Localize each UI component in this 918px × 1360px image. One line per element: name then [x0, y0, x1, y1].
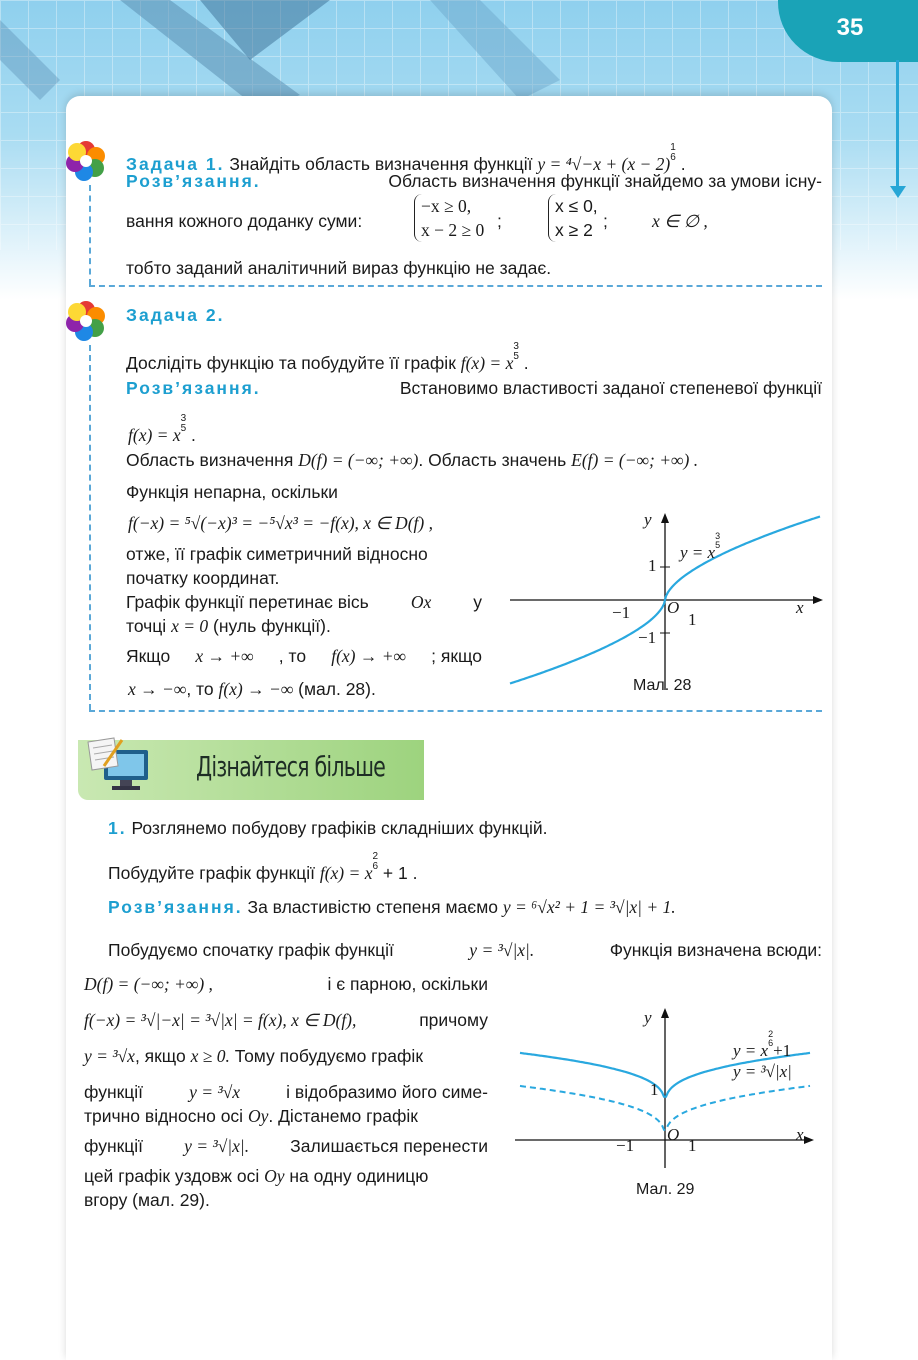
fig29-xtick-neg: −1: [616, 1136, 635, 1155]
fig28-x-label: x: [796, 598, 804, 617]
task2-cross-y: у: [473, 592, 482, 612]
task2-lim1-a: Якщо: [126, 646, 171, 666]
task1-system1-line1: −x ≥ 0,: [421, 196, 472, 216]
computer-icon: [84, 736, 160, 796]
more-p2-formula: D(f) = (−∞; +∞) ,: [84, 974, 213, 994]
task2-exp-den: 5: [180, 423, 187, 434]
fig29-xtick-pos: 1: [688, 1136, 697, 1155]
fig28-xtick-neg: −1: [612, 603, 631, 622]
task2-odd-formula: f(−x) = ⁵√(−x)³ = −⁵√x³ = −f(x), x ∈ D(f) ,: [128, 513, 433, 533]
task2-formula-repeat: f(x) = x: [128, 425, 181, 445]
more-p3-formula: f(−x) = ³√|−x| = ³√|x| = f(x), x ∈ D(f),: [84, 1010, 357, 1030]
task2-symmetry-line1: отже, її графік симетричний відносно: [126, 544, 428, 564]
margin-arrow-line: [896, 60, 899, 190]
task2-domain-formula: D(f) = (−∞; +∞): [298, 450, 419, 470]
more-p3-text: причому: [419, 1010, 488, 1030]
y-axis-arrow-icon: [661, 1008, 669, 1018]
fig28-exp-den: 5: [715, 540, 721, 550]
more-p5-b: і відобразимо його симе-: [286, 1082, 488, 1102]
flower-icon: [64, 298, 108, 342]
task1-label: Задача 1.: [126, 154, 225, 174]
fig28-ytick-pos: 1: [648, 556, 657, 575]
task2-solution-line1: Встановимо властивості заданої степеневої функції: [399, 378, 822, 398]
more-p5-formula: y = ³√x: [189, 1082, 241, 1102]
task2-exp-den: 5: [513, 351, 519, 362]
task2-label: Задача 2.: [126, 305, 225, 325]
task1-statement: Знайдіть область визначення функції: [229, 154, 533, 174]
task1-solution-line1: Область визначення функції знайдемо за умови існу-: [388, 171, 822, 191]
more-p4-tail: Тому побудуємо графік: [234, 1046, 423, 1066]
more-p4-text: , якщо: [134, 1046, 186, 1066]
more-build-text: Побудуйте графік функції: [108, 863, 315, 883]
fig29-exp-num: 2: [768, 1029, 774, 1039]
fig28-xtick-pos: 1: [688, 610, 697, 629]
task2-lim2-f2: f(x) → −∞: [218, 679, 294, 699]
more-build-tail: + 1 .: [382, 863, 418, 883]
task1-system2-line2: x ≥ 2: [555, 220, 593, 240]
task2-symmetry-line2: початку координат.: [126, 568, 280, 588]
more-p8-b: на одну одиницю: [289, 1166, 429, 1186]
task1-exp-num: 1: [670, 142, 676, 153]
more-p1-text: Побудуємо спочатку графік функції: [108, 940, 394, 960]
more-solution-label: Розв’язання.: [108, 897, 243, 917]
x-axis-arrow-icon: [804, 1136, 814, 1144]
task1-separator: [89, 285, 822, 287]
y-axis-arrow-icon: [661, 513, 669, 523]
more-p4-formula2: x ≥ 0.: [190, 1046, 230, 1066]
more-p6-axis: Oy: [247, 1106, 269, 1126]
learn-more-title: Дізнайтеся більше: [196, 750, 386, 783]
fig29-y-label: y: [644, 1008, 652, 1027]
more-p9: вгору (мал. 29).: [84, 1190, 210, 1210]
task2-lim2-f1: x → −∞: [128, 679, 187, 699]
more-p1-tail: Функція визначена всюди:: [609, 940, 822, 960]
task2-lim2-c: (мал. 28).: [298, 679, 376, 699]
more-p4-formula: y = ³√x: [84, 1046, 135, 1066]
task2-cross-axis: Ox: [410, 592, 432, 612]
task2-lim2-b: , то: [186, 679, 214, 699]
margin-arrow-icon: [890, 186, 906, 198]
task1-system2-line1: x ≤ 0,: [555, 196, 598, 216]
more-p2-text: і є парною, оскільки: [327, 974, 488, 994]
task1-conclusion: тобто заданий аналітичний вираз функцію не задає.: [126, 258, 552, 278]
task1-formula: y = ⁴√−x + (x − 2): [537, 154, 671, 174]
task1-system1-line2: x − 2 ≥ 0: [421, 220, 485, 240]
task2-statement: Дослідіть функцію та побудуйте її графік: [126, 353, 456, 373]
more-build-formula: f(x) = x: [319, 863, 373, 883]
more-p6-text: трично відносно осі: [84, 1106, 244, 1126]
task2-range-formula: E(f) = (−∞; +∞) .: [571, 450, 699, 470]
fig29-label-top-tail: +1: [773, 1041, 792, 1060]
task2-lim1-c: ; якщо: [431, 646, 482, 666]
task2-cross2-a: точці: [126, 616, 167, 636]
fig28-origin: O: [667, 598, 680, 617]
more-p1-formula: y = ³√|x|.: [469, 940, 535, 960]
more-build-exp-num: 2: [372, 851, 379, 862]
more-p7-formula: y = ³√|x|.: [184, 1136, 250, 1156]
more-solution-formula: y = ⁶√x² + 1 = ³√|x| + 1.: [502, 897, 676, 917]
more-p8-axis: Oy: [264, 1166, 285, 1186]
more-solution-text: За властивістю степеня маємо: [247, 897, 498, 917]
task2-formula: f(x) = x: [460, 353, 514, 373]
more-build-exp-den: 6: [372, 861, 379, 872]
task2-lim1-f2: f(x) → +∞: [331, 646, 407, 666]
task2-range-text: . Область значень: [418, 450, 567, 470]
task2-separator: [89, 710, 822, 712]
fig29-exp-den: 6: [768, 1038, 774, 1048]
more-item-text: Розглянемо побудову графіків складніших функцій.: [131, 818, 548, 838]
fig28-y-label: y: [644, 510, 652, 529]
fig28-exp-num: 3: [715, 531, 721, 541]
task1-exp-den: 6: [670, 152, 676, 163]
fig29-caption: Мал. 29: [636, 1181, 695, 1198]
task1-solution-label: Розв’язання.: [126, 171, 261, 191]
more-p6-b: . Дістанемо графік: [268, 1106, 418, 1126]
task1-dashed-line: [89, 185, 91, 285]
task2-cross2-formula: x = 0: [171, 616, 209, 636]
task2-exp-num: 3: [180, 413, 187, 424]
flower-icon: [64, 138, 108, 182]
task2-cross2-b: (нуль функції).: [213, 616, 331, 636]
more-p7-a: функції: [84, 1136, 144, 1156]
x-axis-arrow-icon: [813, 596, 823, 604]
task1-result: x ∈ ∅ ,: [652, 211, 708, 231]
fig28-ytick-neg: −1: [638, 628, 657, 647]
fig29-origin: O: [667, 1125, 680, 1144]
task2-odd-text: Функція непарна, оскільки: [126, 482, 338, 502]
more-item-number: 1.: [108, 818, 127, 838]
task2-lim1-f1: x → +∞: [195, 646, 254, 666]
fig28-caption: Мал. 28: [633, 677, 692, 694]
more-p8-a: цей графік уздовж осі: [84, 1166, 260, 1186]
task2-solution-label: Розв’язання.: [126, 378, 261, 398]
task2-lim1-b: , то: [278, 646, 307, 666]
task2-exp-num: 3: [513, 341, 519, 352]
fig29-x-label: x: [796, 1125, 804, 1144]
fig28-curve-label: y = x: [680, 543, 716, 562]
task2-cross-text: Графік функції перетинає вісь: [126, 592, 369, 612]
task1-solution-line2: вання кожного доданку суми:: [126, 211, 363, 231]
page-number: 35: [836, 14, 864, 41]
more-p5-a: функції: [84, 1082, 144, 1102]
fig29-label-bottom: y = ³√|x|: [733, 1062, 792, 1081]
fig29-label-top: y = x: [733, 1041, 769, 1060]
fig29-ytick: 1: [650, 1080, 659, 1099]
task2-domain-text: Область визначення: [126, 450, 294, 470]
more-p7-b: Залишається перенести: [290, 1136, 488, 1156]
task2-dashed-line: [89, 345, 91, 710]
